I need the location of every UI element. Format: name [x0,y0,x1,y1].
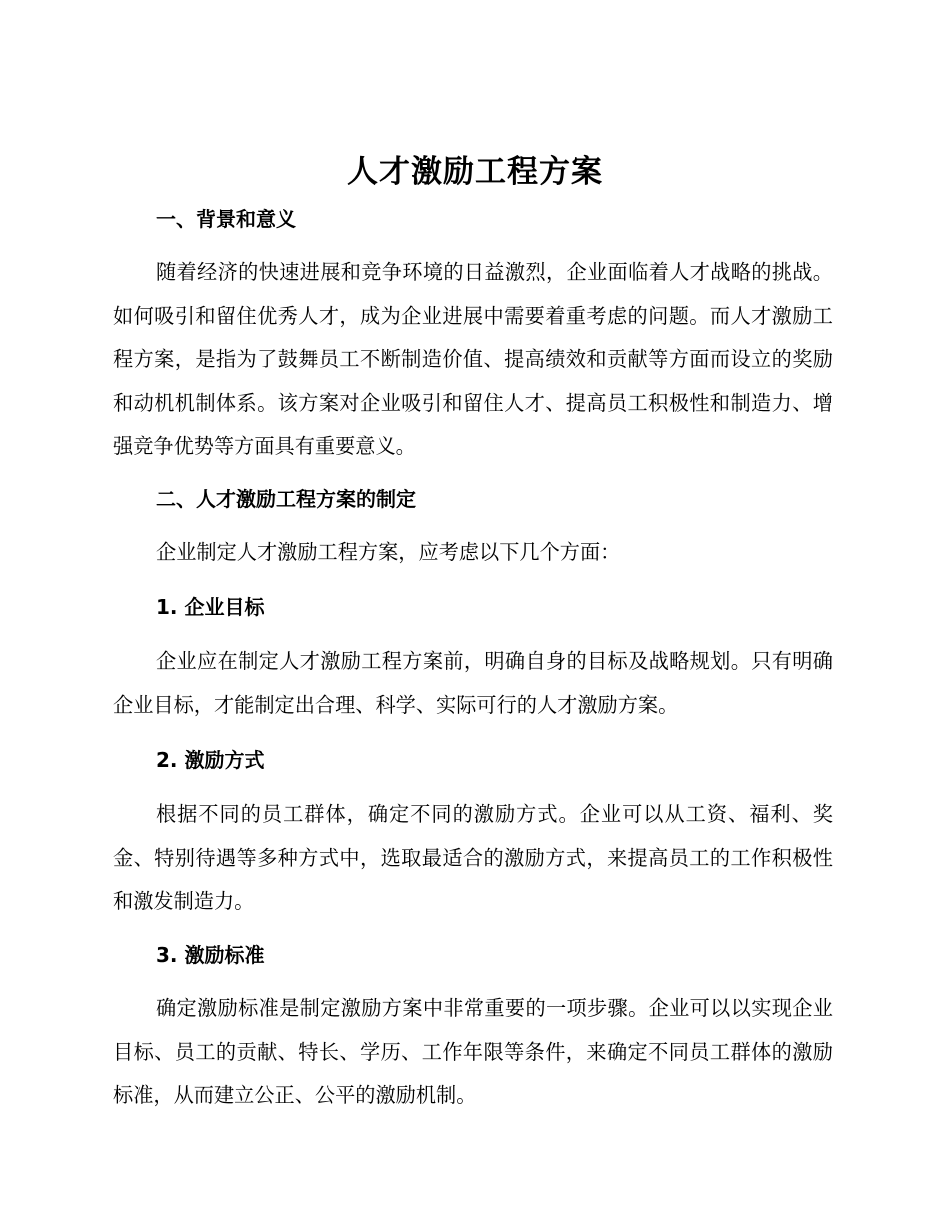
section-2-heading: 二、人才激励工程方案的制定 [156,487,416,511]
item-3-paragraph: 确定激励标准是制定激励方案中非常重要的一项步骤。企业可以以实现企业目标、员工的贡献、特长、学历、工作年限等条件，来确定不同员工群体的激励标准，从而建立公正、公平的激励机制。 [113,996,833,1107]
section-1-paragraph: 随着经济的快速进展和竞争环境的日益激烈，企业面临着人才战略的挑战。如何吸引和留住优秀人才，成为企业进展中需要着重考虑的问题。而人才激励工程方案，是指为了鼓舞员工不断制造价值、提高绩效和贡献等方面而设立的奖励和动机机制体系。该方案对企业吸引和留住人才、提高员工积极性和制造力、增强竞争优势等方面具有重要意义。 [113,260,833,458]
document-title: 人才激励工程方案 [347,154,603,190]
item-3-heading: 3. 激励标准 [156,943,265,967]
section-2-intro: 企业制定人才激励工程方案，应考虑以下几个方面： [156,540,621,564]
item-1-paragraph: 企业应在制定人才激励工程方案前，明确自身的目标及战略规划。只有明确企业目标，才能制定出合理、科学、实际可行的人才激励方案。 [113,649,833,717]
item-1-heading: 1. 企业目标 [156,595,265,619]
item-2-paragraph: 根据不同的员工群体，确定不同的激励方式。企业可以从工资、福利、奖金、特别待遇等多种方式中，选取最适合的激励方式，来提高员工的工作积极性和激发制造力。 [113,802,833,913]
section-1-heading: 一、背景和意义 [156,207,296,231]
item-2-heading: 2. 激励方式 [156,748,265,772]
